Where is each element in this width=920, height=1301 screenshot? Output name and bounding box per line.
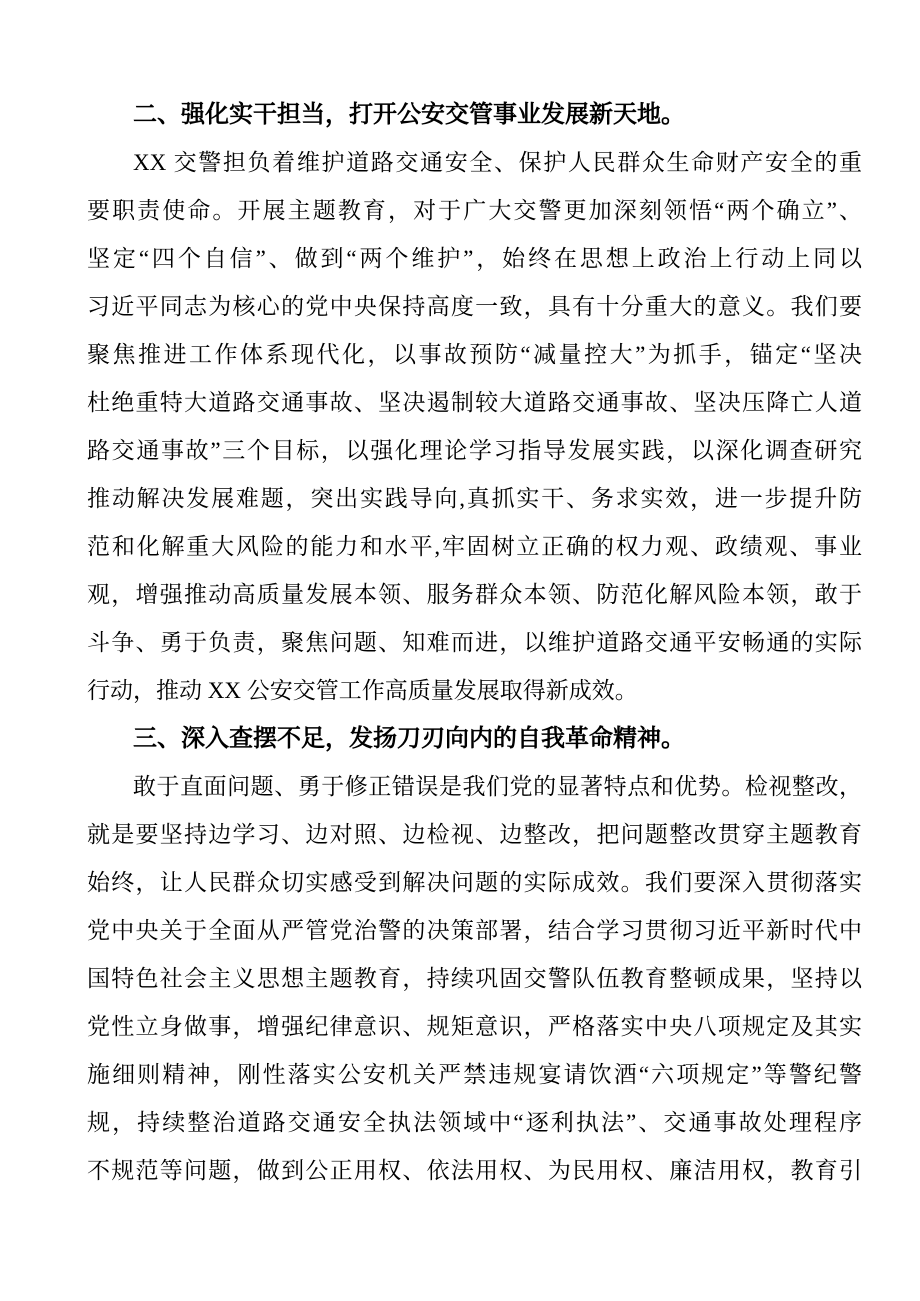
paragraph-line: 范和化解重大风险的能力和水平,牢固树立正确的权力观、政绩观、事业: [87, 534, 862, 559]
paragraph-line: 规，持续整治道路交通安全执法领域中“逐利执法”、交通事故处理程序: [87, 1110, 862, 1135]
paragraph-line: 施细则精神，刚性落实公安机关严禁违规宴请饮酒“六项规定”等警纪警: [87, 1062, 862, 1087]
paragraph-line: 就是要坚持边学习、边对照、边检视、边整改，把问题整改贯穿主题教育: [87, 822, 862, 847]
paragraph-line: 观，增强推动高质量发展本领、服务群众本领、防范化解风险本领，敢于: [87, 582, 862, 607]
paragraph-line: 行动，推动 XX 公安交管工作高质量发展取得新成效。: [87, 678, 638, 703]
section-heading-3: 三、深入查摆不足，发扬刀刃向内的自我革命精神。: [133, 725, 685, 752]
section-heading-2: 二、强化实干担当，打开公安交管事业发展新天地。: [133, 101, 685, 128]
paragraph-line: 要职责使命。开展主题教育，对于广大交警更加深刻领悟“两个确立”、: [87, 198, 862, 223]
paragraph-line: 党中央关于全面从严管党治警的决策部署，结合学习贯彻习近平新时代中: [87, 918, 862, 943]
paragraph-line: 敢于直面问题、勇于修正错误是我们党的显著特点和优势。检视整改，: [133, 774, 862, 799]
paragraph-line: 党性立身做事，增强纪律意识、规矩意识，严格落实中央八项规定及其实: [87, 1014, 862, 1039]
paragraph-line: 聚焦推进工作体系现代化，以事故预防“减量控大”为抓手，锚定“坚决: [87, 342, 862, 367]
paragraph-line: 路交通事故”三个目标，以强化理论学习指导发展实践，以深化调查研究: [87, 438, 862, 463]
paragraph-line: 国特色社会主义思想主题教育，持续巩固交警队伍教育整顿成果，坚持以: [87, 966, 862, 991]
paragraph-line: 习近平同志为核心的党中央保持高度一致，具有十分重大的意义。我们要: [87, 294, 862, 319]
paragraph-line: 不规范等问题，做到公正用权、依法用权、为民用权、廉洁用权，教育引: [87, 1158, 862, 1183]
paragraph-line: 推动解决发展难题，突出实践导向,真抓实干、务求实效，进一步提升防: [87, 486, 862, 511]
paragraph-line: 杜绝重特大道路交通事故、坚决遏制较大道路交通事故、坚决压降亡人道: [87, 390, 862, 415]
paragraph-line: 斗争、勇于负责，聚焦问题、知难而进，以维护道路交通平安畅通的实际: [87, 630, 862, 655]
paragraph-line: 坚定“四个自信”、做到“两个维护”，始终在思想上政治上行动上同以: [87, 246, 862, 271]
paragraph-line: 始终，让人民群众切实感受到解决问题的实际成效。我们要深入贯彻落实: [87, 870, 862, 895]
paragraph-line: XX 交警担负着维护道路交通安全、保护人民群众生命财产安全的重: [133, 150, 862, 175]
